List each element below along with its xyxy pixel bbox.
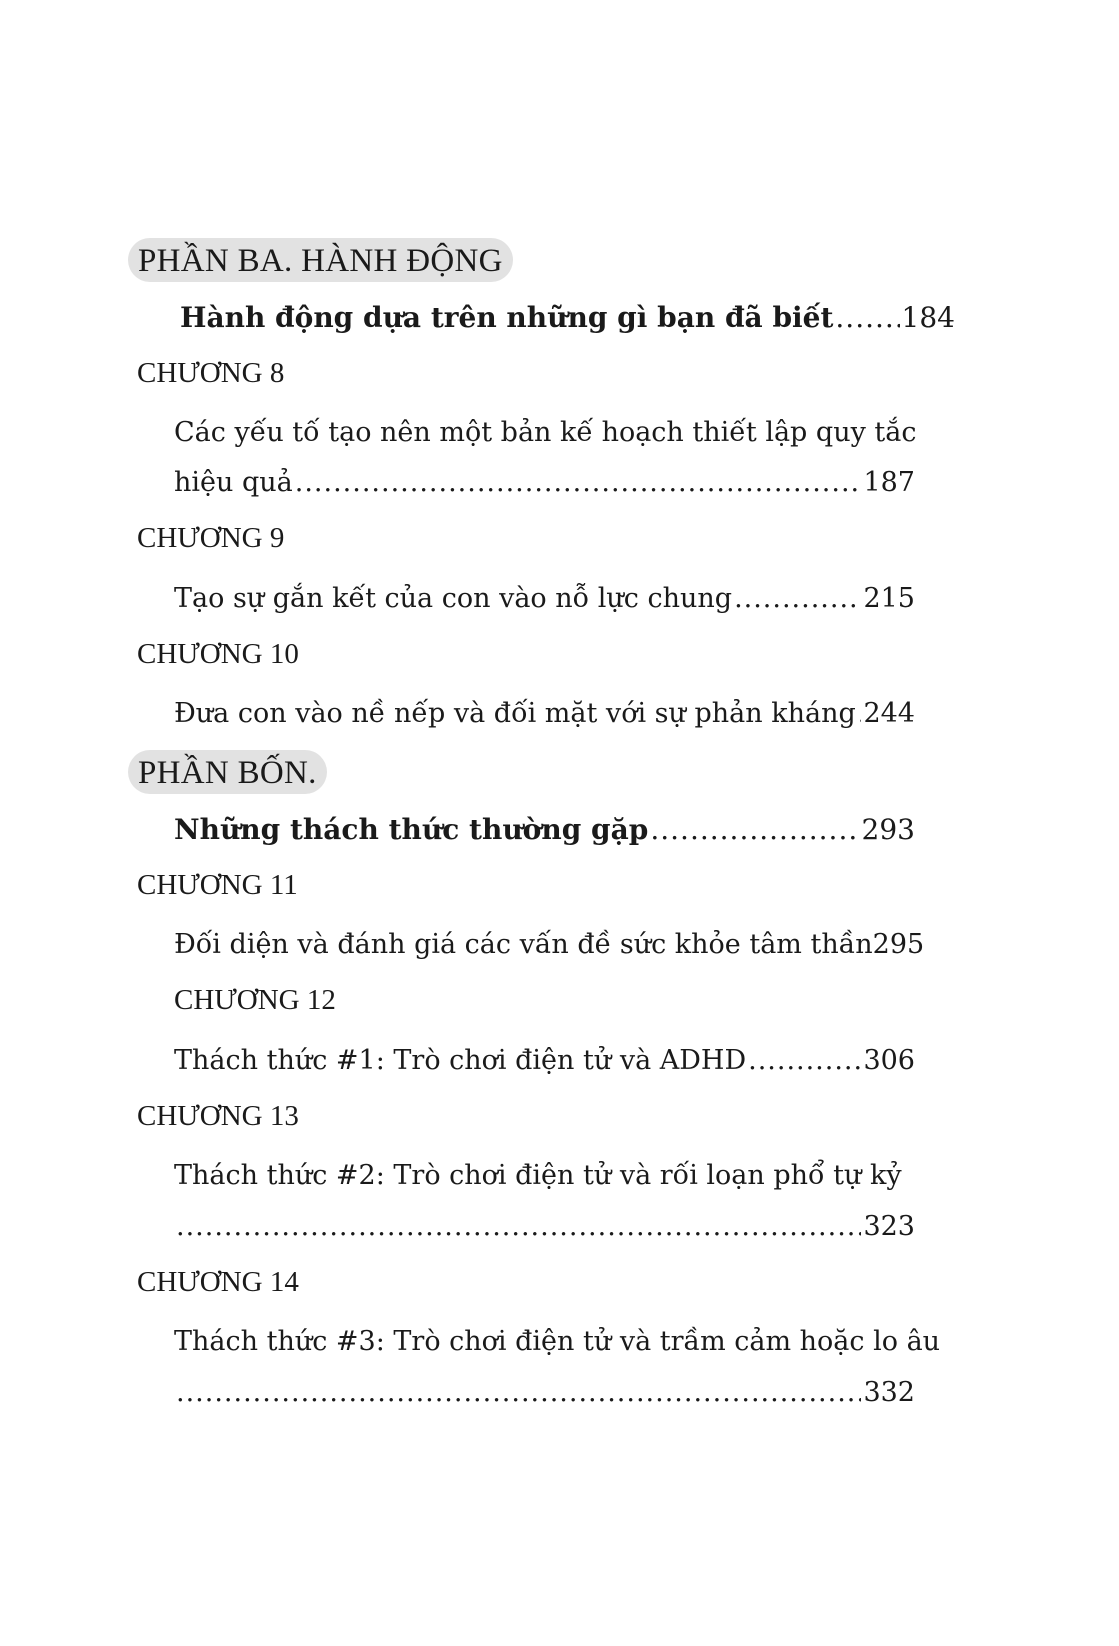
- page-number: 184: [901, 301, 955, 334]
- page-number: 215: [863, 583, 915, 614]
- toc-entry-ch14: [174, 1373, 915, 1413]
- page-number: 244: [863, 698, 915, 729]
- toc-entry-part4: [174, 810, 915, 850]
- chapter-14-label: CHƯƠNG 14: [137, 1266, 299, 1298]
- page-number: 306: [863, 1045, 915, 1076]
- chapter-9-label: CHƯƠNG 9: [137, 522, 285, 554]
- chapter-10-label: CHƯƠNG 10: [137, 638, 299, 670]
- dot-leader: [650, 810, 859, 850]
- part-three-heading: PHẦN BA. HÀNH ĐỘNG: [128, 238, 513, 282]
- part-four-heading: PHẦN BỐN.: [128, 750, 327, 794]
- chapter-8-label: CHƯƠNG 8: [137, 357, 285, 389]
- dot-leader: [176, 1207, 861, 1247]
- dot-leader: [734, 579, 861, 619]
- entry-title: Đối diện và đánh giá các vấn đề sức khỏe tâm thần: [174, 929, 873, 960]
- entry-title: Thách thức #1: Trò chơi điện tử và ADHD: [174, 1045, 747, 1076]
- toc-entry-ch13: [174, 1207, 915, 1247]
- page-number: 187: [863, 467, 915, 498]
- page-number: 332: [863, 1377, 915, 1408]
- toc-entry-ch9: [174, 579, 915, 619]
- entry-title: Tạo sự gắn kết của con vào nỗ lực chung: [174, 583, 733, 614]
- page-number: 293: [861, 813, 915, 846]
- chapter-13-label: CHƯƠNG 13: [137, 1100, 299, 1132]
- chapter-13-title: Thách thức #2: Trò chơi điện tử và rối loạn phổ tự kỷ: [174, 1160, 902, 1191]
- entry-title: Đưa con vào nề nếp và đối mặt với sự phản kháng: [174, 698, 856, 729]
- toc-entry-ch10: [174, 694, 915, 734]
- dot-leader: [748, 1041, 861, 1081]
- toc-entry-ch12: [174, 1041, 915, 1081]
- entry-title: hiệu quả: [174, 467, 293, 498]
- page-number: 295: [872, 929, 925, 960]
- dot-leader: [835, 298, 899, 338]
- entry-title: Những thách thức thường gặp: [174, 813, 649, 846]
- chapter-14-title: Thách thức #3: Trò chơi điện tử và trầm cảm hoặc lo âu: [174, 1326, 941, 1357]
- entry-title: Hành động dựa trên những gì bạn đã biết: [180, 301, 834, 334]
- chapter-8-title-line1: Các yếu tố tạo nên một bản kế hoạch thiết lập quy tắc: [174, 417, 917, 448]
- dot-leader: [295, 463, 862, 503]
- dot-leader: [176, 1373, 861, 1413]
- chapter-12-label: CHƯƠNG 12: [174, 984, 336, 1016]
- toc-entry-ch8: [174, 463, 915, 503]
- dot-leader: [858, 694, 862, 734]
- page-number: 323: [863, 1211, 915, 1242]
- toc-entry-part3: [180, 298, 955, 338]
- chapter-11-label: CHƯƠNG 11: [137, 869, 298, 901]
- toc-entry-ch11: [174, 925, 925, 965]
